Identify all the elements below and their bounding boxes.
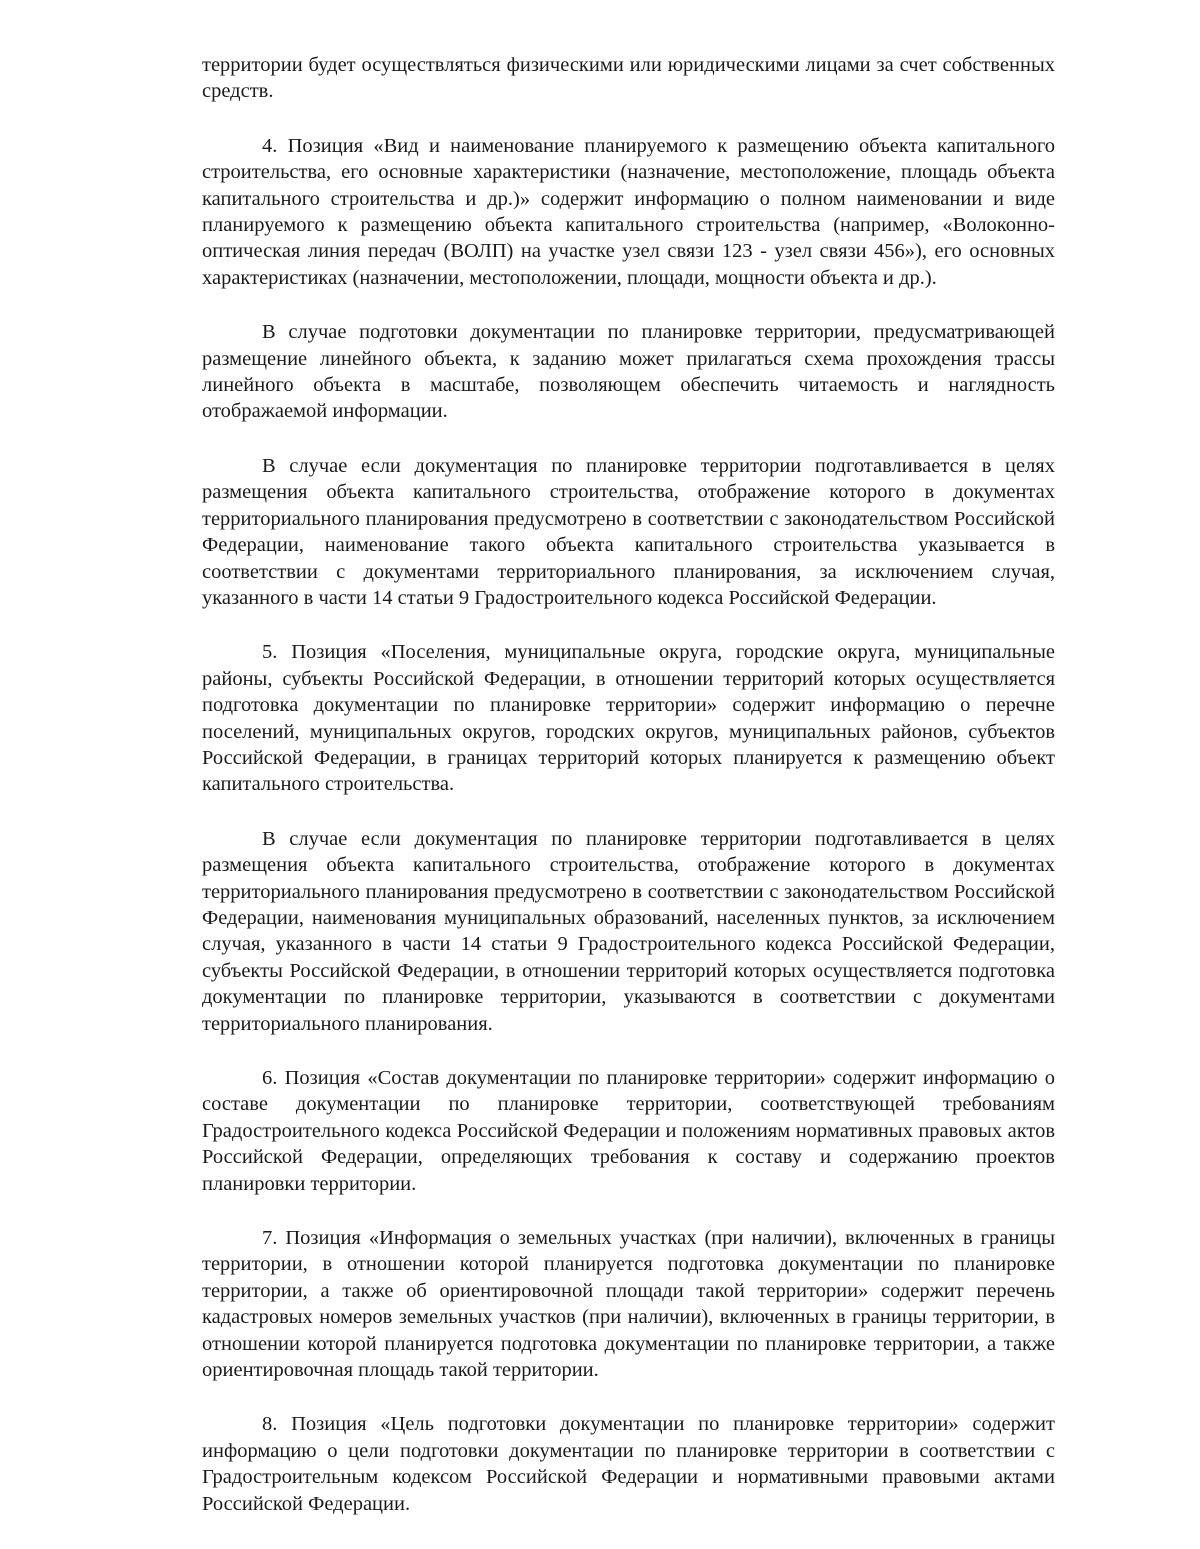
paragraph-item-4: 4. Позиция «Вид и наименование планируемого к размещению объекта капитального строительства, его основные характеристики (назначение, местоположение, площадь объекта капитального строительства и др.)» содержит информацию о полном наименовании и виде планируемого к размещению объекта капитального строительства (например, «Волоконно-оптическая линия передач (ВОЛП) на участке узел связи 123 - узел связи 456»), его основных характеристиках (назначении, местоположении, площади, мощности объекта и др.). [202, 134, 1055, 289]
paragraph-municipal-naming: В случае если документация по планировке территории подготавливается в целях размещения объекта капитального строительства, отображение которого в документах территориального планирования предусмотрено в соответствии с законодательством Российской Федерации, наименования муниципальных образований, населенных пунктов, за исключением случая, указанного в части 14 статьи 9 Градостроительного кодекса Российской Федерации, субъекты Российской Федерации, в отношении территорий которых осуществляется подготовка документации по планировке территории, указываются в соответствии с документами территориального планирования. [202, 827, 1055, 1035]
paragraph-item-8: 8. Позиция «Цель подготовки документации по планировке территории» содержит информацию о цели подготовки документации по планировке территории в соответствии с Градостроительным кодексом Российской Федерации и нормативными правовыми актами Российской Федерации. [202, 1413, 1055, 1515]
paragraph-object-naming: В случае если документация по планировке территории подготавливается в целях размещения объекта капитального строительства, отображение которого в документах территориального планирования предусмотрено в соответствии с законодательством Российской Федерации, наименование такого объекта капитального строительства указывается в соответствии с документами территориального планирования, за исключением случая, указанного в части 14 статьи 9 Градостроительного кодекса Российской Федерации. [202, 454, 1055, 609]
paragraph-item-5: 5. Позиция «Поселения, муниципальные округа, городские округа, муниципальные районы, субъекты Российской Федерации, в отношении территорий которых осуществляется подготовка документации по планировке территории» содержит информацию о перечне поселений, муниципальных округов, городских округов, муниципальных районов, субъектов Российской Федерации, в границах территорий которых планируется к размещению объект капитального строительства. [202, 641, 1055, 796]
paragraph-item-6: 6. Позиция «Состав документации по планировке территории» содержит информацию о составе документации по планировке территории, соответствующей требованиям Градостроительного кодекса Российской Федерации и положениям нормативных правовых актов Российской Федерации, определяющих требования к составу и содержанию проектов планировки территории. [202, 1067, 1055, 1195]
paragraph-item-7: 7. Позиция «Информация о земельных участках (при наличии), включенных в границы территории, в отношении которой планируется подготовка документации по планировке территории, а также об ориентировочной площади такой территории» содержит перечень кадастровых номеров земельных участков (при наличии), включенных в границы территории, в отношении которой планируется подготовка документации по планировке территории, а также ориентировочная площадь такой территории. [202, 1227, 1055, 1382]
paragraph-1: территории будет осуществляться физическими или юридическими лицами за счет собственных средств. [202, 54, 1055, 103]
document-page [202, 52, 1055, 1545]
paragraph-linear-object-scheme: В случае подготовки документации по планировке территории, предусматривающей размещение линейного объекта, к заданию может прилагаться схема прохождения трассы линейного объекта в масштабе, позволяющем обеспечить читаемость и наглядность отображаемой информации. [202, 321, 1055, 423]
